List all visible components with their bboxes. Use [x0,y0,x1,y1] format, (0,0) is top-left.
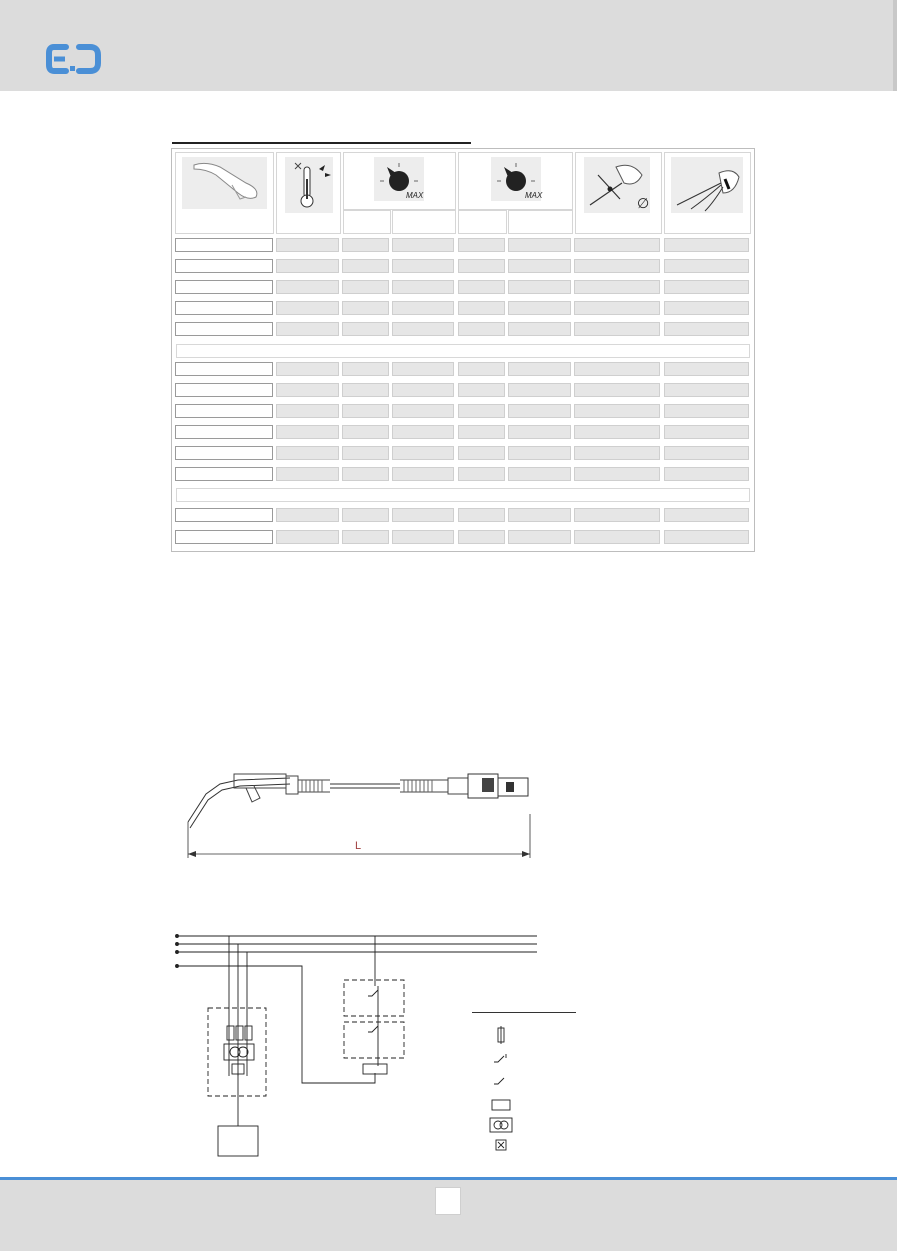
table-cell [508,467,571,481]
table-cell [574,259,660,273]
table-cell [508,530,571,544]
duty-max-label-1: MAX [406,191,424,200]
table-cell [574,425,660,439]
section-rule [172,142,471,144]
table-cell [664,238,749,252]
wire-diameter-header-cell [575,152,662,234]
table-cell [574,383,660,397]
table-cell [392,425,454,439]
table-cell [342,383,389,397]
table-cell [342,301,389,315]
table-cell [175,280,273,294]
table-cell [458,280,505,294]
table-cell [664,280,749,294]
table-cell [276,508,339,522]
table-cell [508,404,571,418]
table-cell [175,508,273,522]
table-cell [392,280,454,294]
length-label: L [355,840,362,852]
duty-cycle-header-1 [343,152,456,210]
table-cell [574,322,660,336]
table-cell [276,238,339,252]
table-cell [664,425,749,439]
table-cell [342,508,389,522]
table-cell [664,508,749,522]
table-cell [276,280,339,294]
table-cell [574,362,660,376]
table-cell [664,362,749,376]
table-cell [342,362,389,376]
table-group-row [176,488,750,502]
table-cell [392,238,454,252]
table-cell [508,280,571,294]
table-cell [574,238,660,252]
table-cell [574,467,660,481]
duty-cycle-max-icon [344,153,455,209]
table-cell [175,238,273,252]
table-cell [664,467,749,481]
legend-rule [472,1012,576,1013]
table-cell [458,322,505,336]
table-cell [175,404,273,418]
table-cell [342,238,389,252]
table-cell [458,404,505,418]
subheader-cell [458,210,507,234]
table-cell [392,383,454,397]
table-cell [508,425,571,439]
table-cell [175,383,273,397]
table-cell [574,280,660,294]
table-cell [458,425,505,439]
legend-symbols [486,1026,526,1156]
table-cell [458,301,505,315]
table-cell [342,425,389,439]
table-cell [276,383,339,397]
table-cell [574,446,660,460]
table-cell [276,446,339,460]
table-cell [342,467,389,481]
subheader-cell [343,210,391,234]
table-cell [342,259,389,273]
duty-max-label-2: MAX [525,191,543,200]
table-cell [392,446,454,460]
table-cell [508,446,571,460]
table-cell [175,322,273,336]
page-footer [0,1177,897,1251]
brand-logo-icon [46,44,104,74]
cooling-header-cell [276,152,341,234]
table-cell [342,404,389,418]
table-cell [392,404,454,418]
table-cell [392,467,454,481]
table-cell [276,259,339,273]
table-cell [276,467,339,481]
table-cell [574,404,660,418]
torch-icon [176,153,273,213]
table-cell [574,301,660,315]
table-cell [276,404,339,418]
table-cell [664,383,749,397]
table-cell [458,508,505,522]
table-cell [508,383,571,397]
table-cell [458,383,505,397]
header-edge [0,0,897,91]
wire-diameter-symbol: ∅ [637,195,650,211]
table-cell [458,446,505,460]
page-header [0,0,897,91]
torch-header-cell [175,152,274,234]
table-cell [392,301,454,315]
table-cell [392,322,454,336]
table-cell [276,301,339,315]
table-cell [175,425,273,439]
subheader-cell [392,210,456,234]
table-group-row [176,344,750,358]
table-cell [664,530,749,544]
table-cell [508,301,571,315]
table-cell [458,238,505,252]
table-cell [664,404,749,418]
table-cell [508,238,571,252]
torch-neck-header-cell [664,152,751,234]
table-cell [342,530,389,544]
duty-cycle-max-icon [459,153,572,209]
table-cell [664,259,749,273]
table-cell [276,322,339,336]
table-cell [664,322,749,336]
torch-neck-icon [665,153,750,233]
table-cell [175,446,273,460]
table-cell [175,259,273,273]
table-cell [342,280,389,294]
table-cell [276,362,339,376]
table-cell [342,446,389,460]
table-cell [458,362,505,376]
table-cell [342,322,389,336]
table-cell [664,446,749,460]
table-cell [574,508,660,522]
table-cell [276,425,339,439]
page-number [435,1187,461,1215]
wire-diameter-icon [576,153,661,233]
table-cell [276,530,339,544]
table-cell [458,530,505,544]
table-cell [508,322,571,336]
table-cell [508,508,571,522]
table-cell [175,301,273,315]
table-cell [392,530,454,544]
table-cell [574,530,660,544]
table-cell [175,467,273,481]
table-cell [458,467,505,481]
table-cell [175,362,273,376]
cooling-temperature-icon [277,153,340,233]
table-cell [508,362,571,376]
table-cell [508,259,571,273]
table-cell [392,259,454,273]
subheader-cell [508,210,573,234]
table-cell [175,530,273,544]
duty-cycle-header-2 [458,152,573,210]
table-cell [392,508,454,522]
table-cell [458,259,505,273]
table-cell [664,301,749,315]
table-cell [392,362,454,376]
